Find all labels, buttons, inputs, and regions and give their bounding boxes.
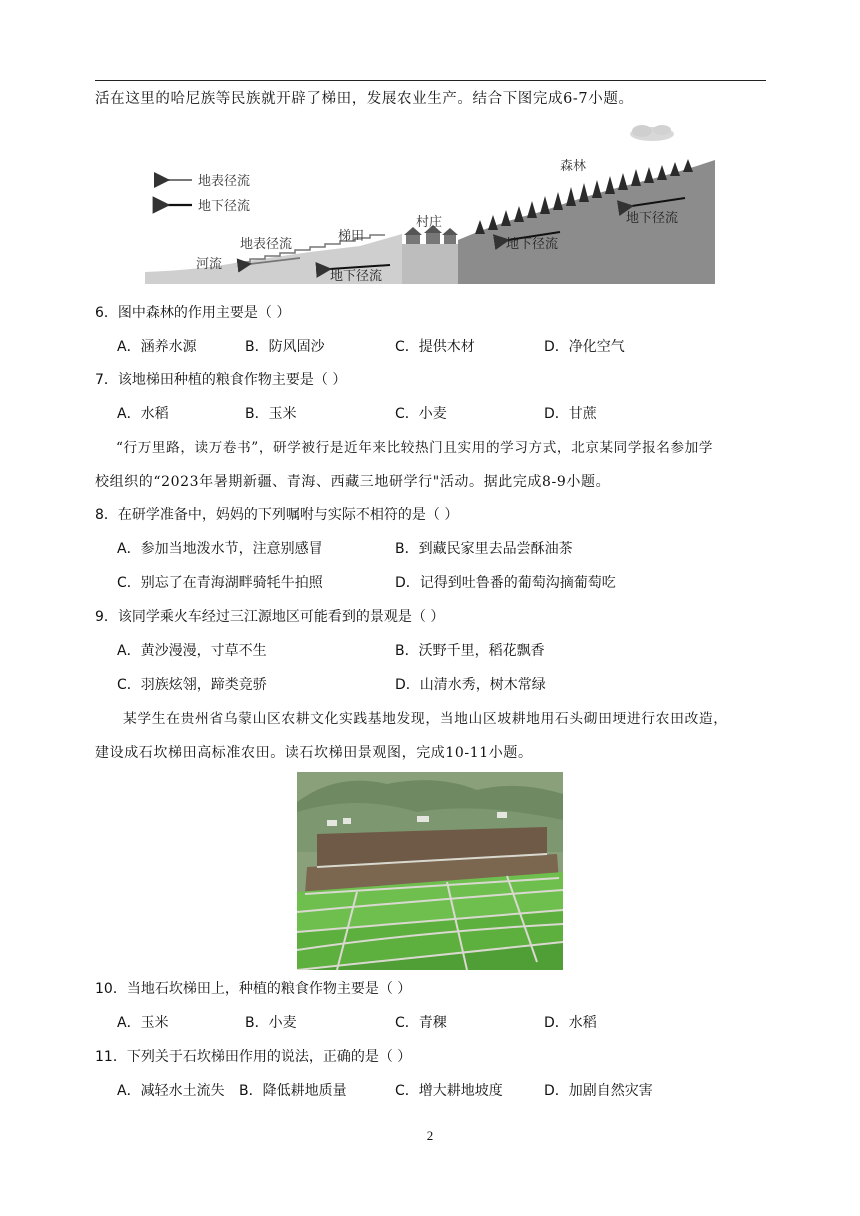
q9-option-a[interactable]: A．黄沙漫漫，寸草不生 — [117, 643, 267, 659]
header-rule — [95, 80, 766, 81]
cloud-icon — [630, 125, 674, 141]
runoff-cross-section-diagram — [140, 122, 720, 288]
underground-runoff-label-2: 地下径流 — [506, 237, 559, 252]
q10-option-b[interactable]: B．小麦 — [245, 1015, 297, 1031]
underground-runoff-label-1: 地下径流 — [330, 269, 383, 284]
q11-option-c[interactable]: C．增大耕地坡度 — [395, 1083, 503, 1099]
q7-option-d[interactable]: D．甘蔗 — [544, 406, 597, 422]
q11-option-a[interactable]: A．减轻水土流失 — [117, 1083, 225, 1099]
question-11-stem: 11．下列关于石坎梯田作用的说法，正确的是（ ） — [95, 1049, 412, 1065]
legend-underground-label: 地下径流 — [198, 199, 251, 214]
passage-2-line-2: 校组织的“2023年暑期新疆、青海、西藏三地研学行"活动。据此完成8-9小题。 — [95, 474, 611, 490]
q6-option-b[interactable]: B．防风固沙 — [245, 339, 325, 355]
intro-text: 活在这里的哈尼族等民族就开辟了梯田，发展农业生产。结合下图完成6-7小题。 — [95, 91, 634, 107]
question-6-stem: 6．图中森林的作用主要是（ ） — [95, 305, 291, 321]
legend-surface-label: 地表径流 — [198, 174, 251, 189]
passage-2-line-1: “行万里路，读万卷书”，研学被行是近年来比较热门且实用的学习方式，北京某同学报名参加学 — [116, 440, 714, 456]
q6-option-d[interactable]: D．净化空气 — [544, 339, 625, 355]
q9-option-c[interactable]: C．羽族炫翎，蹄类竞骄 — [117, 677, 267, 693]
river-label: 河流 — [196, 257, 223, 272]
surface-runoff-label: 地表径流 — [240, 237, 293, 252]
q10-option-d[interactable]: D．水稻 — [544, 1015, 597, 1031]
village-label: 村庄 — [416, 215, 443, 230]
underground-runoff-label-3: 地下径流 — [626, 211, 679, 226]
q9-option-d[interactable]: D．山清水秀，树木常绿 — [395, 677, 546, 693]
q11-option-b[interactable]: B．降低耕地质量 — [239, 1083, 347, 1099]
question-10-stem: 10．当地石坎梯田上，种植的粮食作物主要是（ ） — [95, 981, 412, 997]
terrace-label: 梯田 — [338, 229, 365, 244]
q10-option-a[interactable]: A．玉米 — [117, 1015, 169, 1031]
forest-label: 森林 — [560, 159, 587, 174]
question-8-stem: 8．在研学准备中，妈妈的下列嘱咐与实际不相符的是（ ） — [95, 507, 459, 523]
q6-option-a[interactable]: A．涵养水源 — [117, 339, 197, 355]
q11-option-d[interactable]: D．加剧自然灾害 — [544, 1083, 653, 1099]
q9-option-b[interactable]: B．沃野千里，稻花飘香 — [395, 643, 545, 659]
village-ground — [402, 244, 460, 284]
q8-option-b[interactable]: B．到藏民家里去品尝酥油茶 — [395, 541, 573, 557]
passage-3-line-1: 某学生在贵州省乌蒙山区农耕文化实践基地发现，当地山区坡耕地用石头砌田埂进行农田改造， — [123, 711, 728, 727]
page-number: 2 — [426, 1128, 434, 1143]
q6-option-c[interactable]: C．提供木材 — [395, 339, 475, 355]
question-7-stem: 7．该地梯田种植的粮食作物主要是（ ） — [95, 372, 347, 388]
question-9-stem: 9．该同学乘火车经过三江源地区可能看到的景观是（ ） — [95, 609, 445, 625]
q7-option-a[interactable]: A．水稻 — [117, 406, 169, 422]
q7-option-c[interactable]: C．小麦 — [395, 406, 447, 422]
q10-option-c[interactable]: C．青稞 — [395, 1015, 447, 1031]
q8-option-c[interactable]: C．别忘了在青海湖畔骑牦牛拍照 — [117, 575, 323, 591]
q7-option-b[interactable]: B．玉米 — [245, 406, 297, 422]
q8-option-d[interactable]: D．记得到吐鲁番的葡萄沟摘葡萄吃 — [395, 575, 616, 591]
stone-terrace-photo — [297, 772, 563, 970]
passage-3-line-2: 建设成石坎梯田高标准农田。读石坎梯田景观图，完成10-11小题。 — [95, 745, 533, 761]
q8-option-a[interactable]: A．参加当地泼水节，注意别感冒 — [117, 541, 323, 557]
